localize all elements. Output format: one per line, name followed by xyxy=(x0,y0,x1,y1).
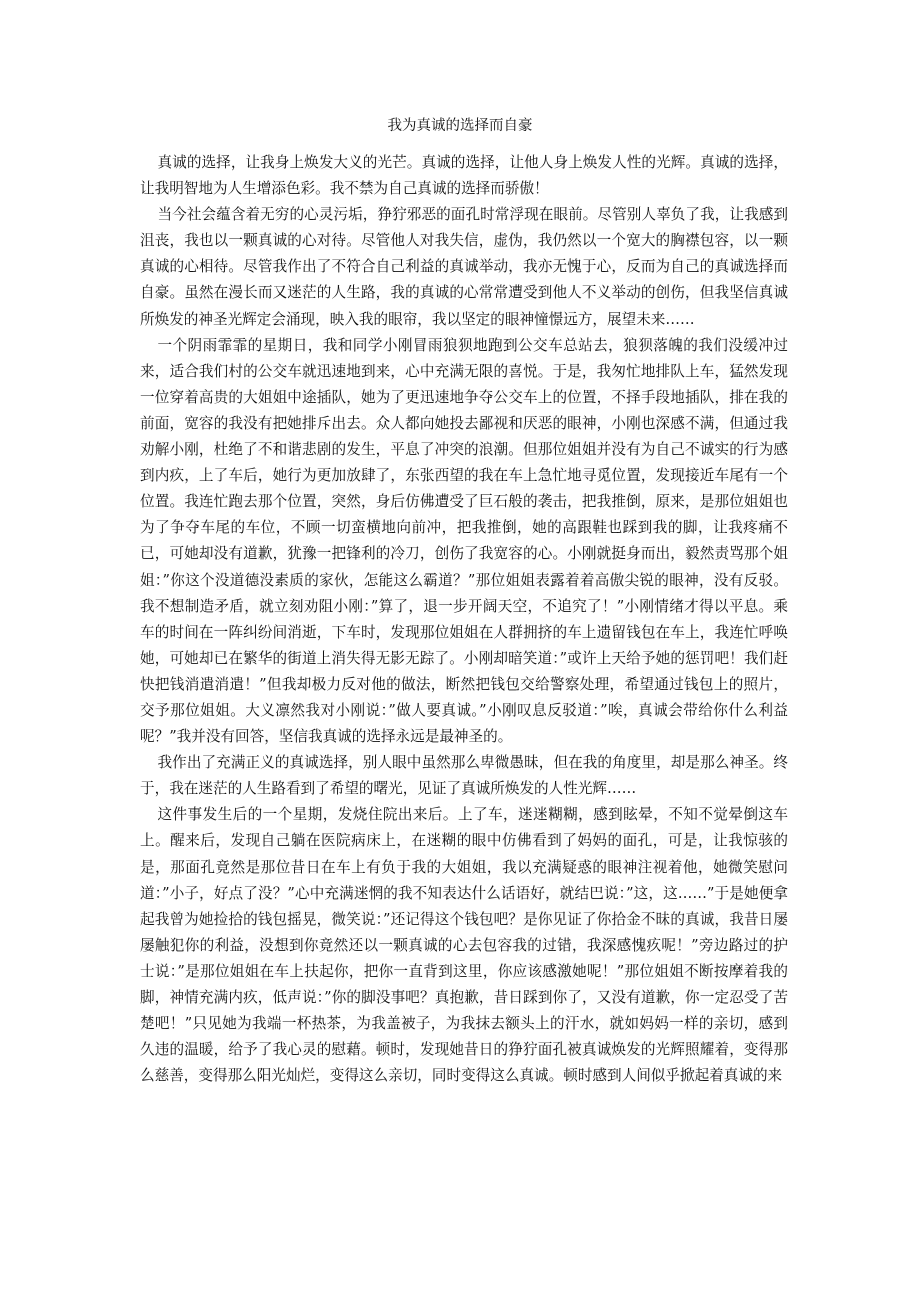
document-title: 我为真诚的选择而自豪 xyxy=(387,118,533,134)
paragraph-hospital: 这件事发生后的一个星期，发烧住院出来后。上了车，迷迷糊糊，感到眩晕，不知不觉晕倒这车上。醒来后，发现自己躺在医院病床上，在迷糊的眼中仿佛看到了妈妈的面孔，可是，让我惊骇的是，那面孔竟然是那位昔日在车上有负于我的大姐姐，我以充满疑惑的眼神注视着他，她微笑慰问道：”小子，好点了没？”心中充满迷惘的我不知表达什么话语好，就结巴说：”这，这……”于是她便拿起我曾为她捡拾的钱包摇晃，微笑说：”还记得这个钱包吧？是你见证了你拾金不昧的真诚，我昔日屡屡触犯你的利益，没想到你竟然还以一颗真诚的心去包容我的过错，我深感愧疚呢！”旁边路过的护士说：”是那位姐姐在车上扶起你，把你一直背到这里，你应该感激她呢！”那位姐姐不断按摩着我的脚，神情充满内疚，低声说：”你的脚没事吧？真抱歉，昔日踩到你了，又没有道歉，你一定忍受了苦楚吧！”只见她为我端一杯热茶，为我盖被子，为我抹去额头上的汗水，就如妈妈一样的亲切，感到久违的温暖，给予了我心灵的慰藉。顿时，发现她昔日的狰狞面孔被真诚焕发的光辉照耀着，变得那么慈善，变得那么阳光灿烂，变得这么亲切，同时变得这么真诚。顿时感到人间似乎掀起着真诚的来 xyxy=(140,806,788,1085)
paragraph-bus-story: 一个阴雨霏霏的星期日，我和同学小刚冒雨狼狈地跑到公交车总站去，狼狈落魄的我们没缓冲过来，适合我们村的公交车就迅速地到来，心中充满无限的喜悦。于是，我匆忙地排队上车，猛然发现一位穿着高贵的大姐姐中途插队，她为了更迅速地争夺公交车上的位置，不择手段地插队，排在我的前面，宽容的我没有把她排斥出去。众人都向她投去鄙视和厌恶的眼神，小刚也深感不满，但通过我劝解小刚，杜绝了不和谐悲剧的发生，平息了冲突的浪潮。但那位姐姐并没有为自己不诚实的行为感到内疚，上了车后，她行为更加放肆了，东张西望的我在车上急忙地寻觅位置，发现接近车尾有一个位置。我连忙跑去那个位置，突然，身后仿佛遭受了巨石般的袭击，把我推倒，原来，是那位姐姐也为了争夺车尾的车位，不顾一切蛮横地向前冲，把我推倒，她的高跟鞋也踩到我的脚，让我疼痛不已，可她却没有道歉，犹豫一把锋利的冷刀，创伤了我宽容的心。小刚就挺身而出，毅然责骂那个姐姐：”你这个没道德没素质的家伙，怎能这么霸道？”那位姐姐表露着着高傲尖锐的眼神，没有反驳。我不想制造矛盾，就立刻劝阻小刚：”算了，退一步开阔天空，不追究了！”小刚情绪才得以平息。乘车的时间在一阵纠纷间消逝，下车时，发现那位姐姐在人群拥挤的车上遗留钱包在车上，我连忙呼唤她，可她却已在繁华的街道上消失得无影无踪了。小刚却暗笑道：”或许上天给予她的惩罚吧！我们赶快把钱消遣消遣！”但我却极力反对他的做法，断然把钱包交给警察处理，希望通过钱包上的照片，交予那位姐姐。大义凛然我对小刚说：”做人要真诚。”小刚叹息反驳道：”唉，真诚会带给你什么利益呢？”我并没有回答，坚信我真诚的选择永远是最神圣的。 xyxy=(140,336,788,746)
document-body xyxy=(140,150,788,1089)
paragraph-intro: 真诚的选择，让我身上焕发大义的光芒。真诚的选择，让他人身上焕发人性的光辉。真诚的选择，让我明智地为人生增添色彩。我不禁为自己真诚的选择而骄傲！ xyxy=(140,154,788,198)
paragraph-reflection: 我作出了充满正义的真诚选择，别人眼中虽然那么卑微愚昧，但在我的角度里，却是那么神圣。终于，我在迷茫的人生路看到了希望的曙光，见证了真诚所焕发的人性光辉…… xyxy=(140,754,788,798)
paragraph-society: 当今社会蕴含着无穷的心灵污垢，狰狞邪恶的面孔时常浮现在眼前。尽管别人辜负了我，让我感到沮丧，我也以一颗真诚的心对待。尽管他人对我失信，虚伪，我仍然以一个宽大的胸襟包容，以一颗真诚的心相待。尽管我作出了不符合自己利益的真诚举动，我亦无愧于心，反而为自己的真诚选择而自豪。虽然在漫长而又迷茫的人生路，我的真诚的心常常遭受到他人不义举动的创伤，但我坚信真诚所焕发的神圣光辉定会涌现，映入我的眼帘，我以坚定的眼神憧憬远方，展望未来…… xyxy=(140,206,788,328)
